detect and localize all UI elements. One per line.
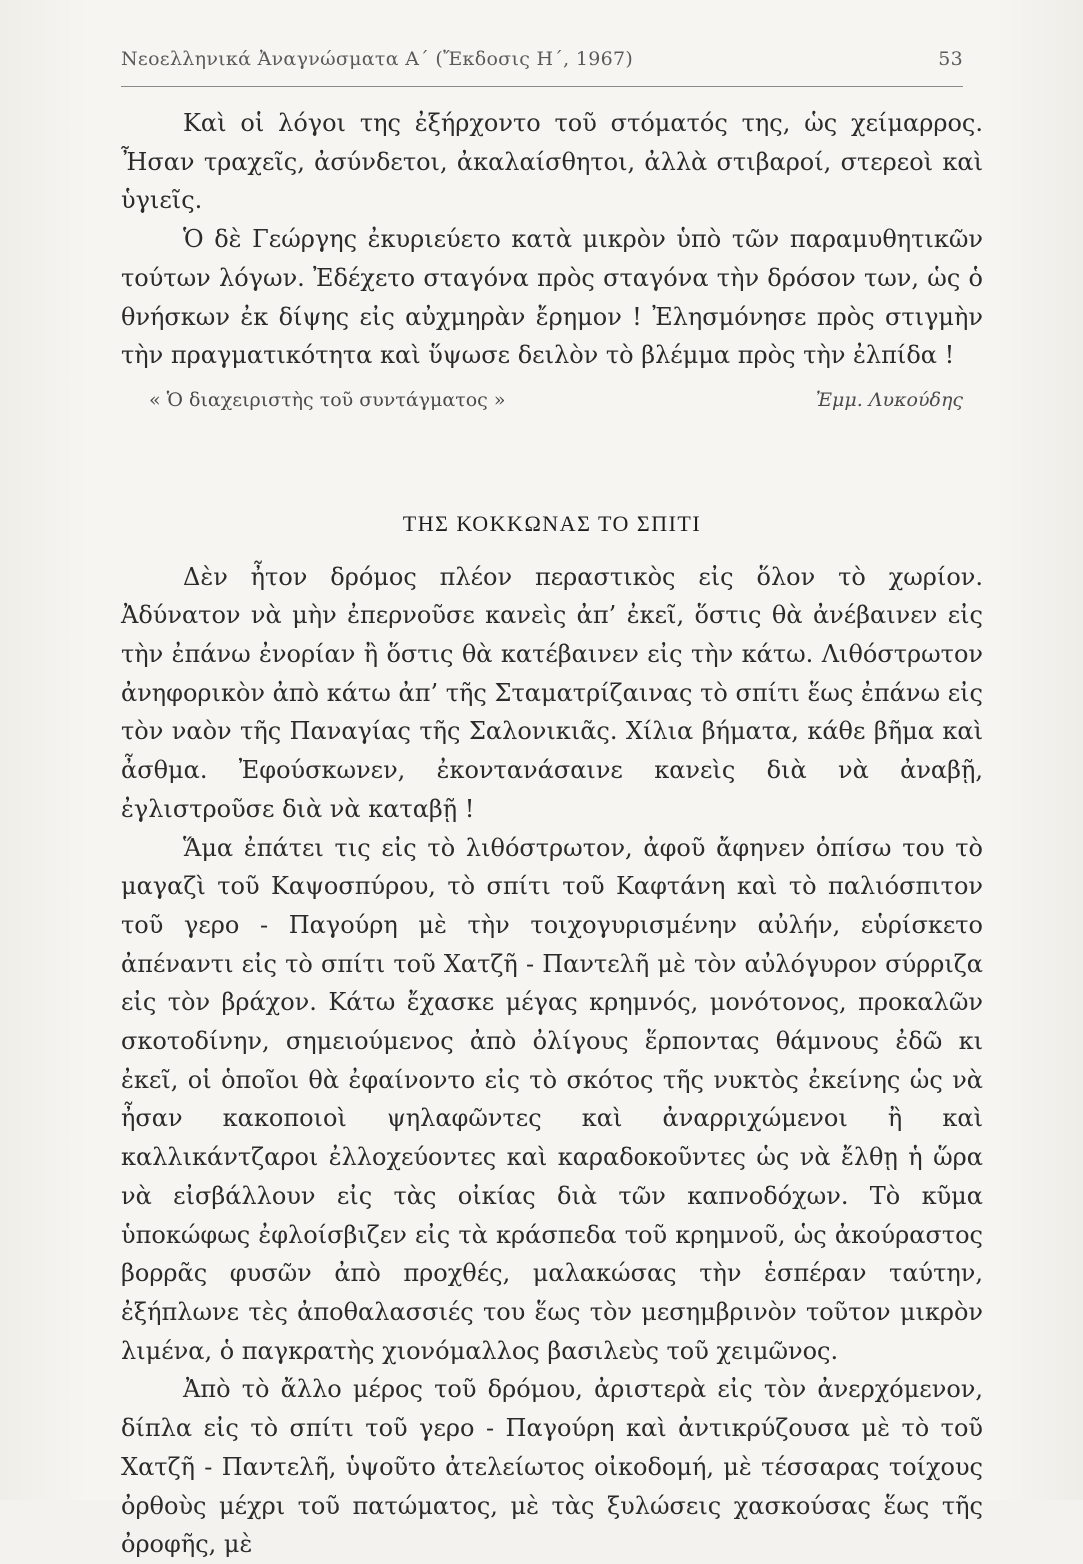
running-header (121, 44, 963, 84)
paragraph: Ὁ δὲ Γεώργης ἐκυριεύετο κατὰ μικρὸν ὑπὸ τῶν παραμυθητικῶν τούτων λόγων. Ἐδέχετο σταγόνα πρὸς σταγόνα τὴν δρόσον των, ὡς ὁ θνήσκων ἐκ δίψης εἰς αὐχμηρὰν ἔρημον ! Ἐλησμόνησε πρὸς στιγμὴν τὴν πραγματικότητα καὶ ὕψωσε δειλὸν τὸ βλέμμα πρὸς τὴν ἐλπίδα ! (121, 225, 983, 370)
paragraph: Δὲν ἦτον δρόμος πλέον περαστικὸς εἰς ὅλον τὸ χωρίον. Ἀδύνατον νὰ μὴν ἐπερνοῦσε κανεὶς ἀπ’ ἐκεῖ, ὅστις θὰ ἀνέβαινεν εἰς τὴν ἐπάνω ἐνορίαν ἢ ὅστις θὰ κατέβαινεν εἰς τὴν κάτω. Λιθόστρωτον ἀνηφορικὸν ἀπὸ κάτω ἀπ’ τῆς Σταματρίζαινας τὸ σπίτι ἕως ἐπάνω εἰς τὸν ναὸν τῆς Παναγίας τῆς Σαλονικιᾶς. Χίλια βήματα, κάθε βῆμα καὶ ἆσθμα. Ἐφούσκωνεν, ἐκοντανάσαινε κανεὶς διὰ νὰ ἀναβῇ, ἐγλιστροῦσε διὰ νὰ καταβῇ ! (121, 562, 983, 823)
page-number: 53 (938, 48, 963, 70)
source-title: « Ὁ διαχειριστὴς τοῦ συντάγματος » (149, 388, 506, 411)
paragraph: Καὶ οἱ λόγοι της ἐξήρχοντο τοῦ στόματός της, ὡς χείμαρρος. Ἦσαν τραχεῖς, ἀσύνδετοι, ἀκαλαίσθητοι, ἀλλὰ στιβαροί, στερεοὶ καὶ ὑγιεῖς. (121, 109, 983, 215)
paragraph: Ἀπὸ τὸ ἄλλο μέρος τοῦ δρόμου, ἀριστερὰ εἰς τὸν ἀνερχόμενον, δίπλα εἰς τὸ σπίτι τοῦ γερο - Παγούρη καὶ ἀντικρύζουσα μὲ τὸ τοῦ Χατζῆ - Παντελῆ, ὑψοῦτο ἀτελείωτος οἰκοδομή, μὲ τέσσαρας τοίχους ὀρθοὺς μέχρι τοῦ πατώματος, μὲ τὰς ξυλώσεις χασκούσας ἕως τῆς ὀροφῆς, μὲ (121, 1375, 983, 1559)
source-author: Ἐμμ. Λυκούδης (815, 388, 963, 411)
header-rule (121, 86, 963, 87)
source-citation (121, 381, 983, 417)
section-heading: ΤΗΣ ΚΟΚΚΩΝΑΣ ΤΟ ΣΠΙΤΙ (402, 510, 702, 536)
paragraph: Ἅμα ἐπάτει τις εἰς τὸ λιθόστρωτον, ἀφοῦ ἄφηνεν ὀπίσω του τὸ μαγαζὶ τοῦ Καψοσπύρου, τὸ σπίτι τοῦ Καφτάνη καὶ τὸ παλιόσπιτον τοῦ γερο - Παγούρη μὲ τὴν τοιχογυρισμένην αὐλήν, εὑρίσκετο ἀπέναντι εἰς τὸ σπίτι τοῦ Χατζῆ - Παντελῆ μὲ τὸν αὐλόγυρον σύρριζα εἰς τὸν βράχον. Κάτω ἔχασκε μέγας κρημνός, μονότονος, προκαλῶν σκοτοδίνην, σημειούμενος ἀπὸ ὀλίγους ἕρποντας θάμνους ἐδῶ κι ἐκεῖ, οἱ ὁποῖοι θὰ ἐφαίνοντο εἰς τὸ σκότος τῆς νυκτὸς ἐκείνης ὡς νὰ ἦσαν κακοποιοὶ ψηλαφῶντες καὶ ἀναρριχώμενοι ἢ καὶ καλλικάντζαροι ἐλλοχεύοντες καὶ καραδοκοῦντες ὡς νὰ ἔλθῃ ἡ ὥρα νὰ εἰσβάλλουν εἰς τὰς οἰκίας διὰ τῶν καπνοδόχων. Τὸ κῦμα ὑποκώφως ἐφλοίσβιζεν εἰς τὰ κράσπεδα τοῦ κρημνοῦ, ὡς ἀκούραστος βορρᾶς φυσῶν ἀπὸ προχθές, μαλακώσας τὴν ἑσπέραν ταύτην, ἐξήπλωνε τὲς ἀποθαλασσιές του ἕως τὸν μεσημβρινὸν τοῦτον μικρὸν λιμένα, ὁ παγκρατὴς χιονόμαλλος βασιλεὺς τοῦ χειμῶνος. (121, 833, 983, 1365)
body-text (121, 104, 983, 1564)
book-title: Νεοελληνικά Ἀναγνώσματα Α΄ (Ἔκδοσις Η΄, 1967) (121, 48, 634, 70)
